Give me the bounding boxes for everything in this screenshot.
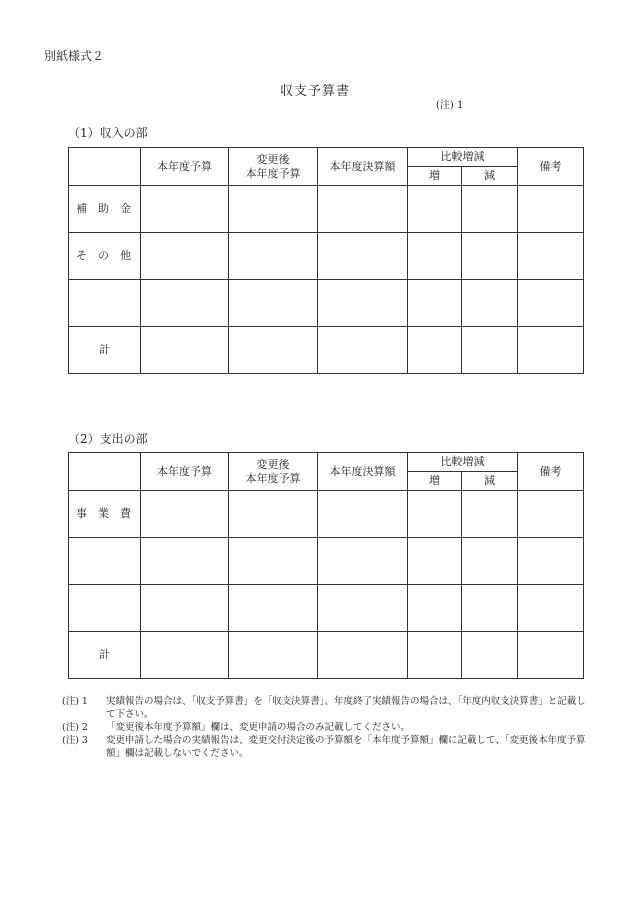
table-row xyxy=(69,491,584,538)
cell-input[interactable] xyxy=(462,327,518,374)
header-decrease: 減 xyxy=(462,472,518,491)
cell-input[interactable] xyxy=(408,233,462,280)
note-text: 実績報告の場合は、「収支予算書」を「収支決算書」、年度終了実績報告の場合は、「年度内収支決算書」と記載して下さい。 xyxy=(106,696,586,720)
row-label-blank[interactable] xyxy=(69,280,141,327)
header-budget: 本年度予算 xyxy=(141,148,229,186)
row-label-total: 計 xyxy=(69,327,141,374)
cell-input[interactable] xyxy=(318,233,408,280)
cell-input[interactable] xyxy=(462,280,518,327)
cell-input[interactable] xyxy=(229,538,318,585)
table-row xyxy=(69,585,584,632)
cell-input[interactable] xyxy=(141,491,229,538)
cell-input[interactable] xyxy=(408,491,462,538)
row-label-blank[interactable] xyxy=(69,585,141,632)
note-item xyxy=(62,721,592,734)
cell-input[interactable] xyxy=(408,280,462,327)
cell-input[interactable] xyxy=(141,233,229,280)
header-revised-line1: 変更後 xyxy=(256,457,290,471)
table-row xyxy=(69,538,584,585)
cell-input[interactable] xyxy=(318,280,408,327)
cell-input[interactable] xyxy=(318,585,408,632)
row-label-blank[interactable] xyxy=(69,538,141,585)
header-budget: 本年度予算 xyxy=(141,453,229,491)
cell-input[interactable] xyxy=(229,327,318,374)
cell-input[interactable] xyxy=(462,186,518,233)
header-increase: 増 xyxy=(408,167,462,186)
note-item xyxy=(62,695,592,721)
cell-input[interactable] xyxy=(408,538,462,585)
cell-input[interactable] xyxy=(408,632,462,679)
form-label: 別紙様式２ xyxy=(44,49,105,63)
cell-input[interactable] xyxy=(462,538,518,585)
cell-input[interactable] xyxy=(229,491,318,538)
cell-input[interactable] xyxy=(229,280,318,327)
cell-input[interactable] xyxy=(518,233,584,280)
header-settlement: 本年度決算額 xyxy=(318,148,408,186)
note-mark: (注) 2 xyxy=(62,722,88,733)
cell-input[interactable] xyxy=(462,233,518,280)
note-item xyxy=(62,734,592,760)
header-blank-cell xyxy=(69,148,141,186)
note-mark: (注) 3 xyxy=(62,735,88,746)
page-title: 収支予算書 xyxy=(279,84,350,99)
cell-input[interactable] xyxy=(229,186,318,233)
row-label-subsidy: 補 助 金 xyxy=(69,186,141,233)
cell-input[interactable] xyxy=(462,585,518,632)
notes xyxy=(62,695,592,760)
note-reference: (注) 1 xyxy=(436,100,464,111)
cell-input[interactable] xyxy=(141,632,229,679)
table-row xyxy=(69,186,584,233)
cell-input[interactable] xyxy=(408,186,462,233)
header-revised-line2: 本年度予算 xyxy=(245,166,301,180)
header-comparison: 比較増減 xyxy=(408,453,518,472)
cell-input[interactable] xyxy=(462,491,518,538)
cell-input[interactable] xyxy=(318,327,408,374)
header-comparison: 比較増減 xyxy=(408,148,518,167)
table-row-total xyxy=(69,632,584,679)
income-section-title: （1）収入の部 xyxy=(68,126,148,140)
note-text: 「変更後本年度予算額」欄は、変更申請の場合のみ記載してください。 xyxy=(106,722,411,733)
cell-input[interactable] xyxy=(229,233,318,280)
header-remarks: 備考 xyxy=(518,453,584,491)
expense-section-title: （2）支出の部 xyxy=(68,432,148,446)
cell-input[interactable] xyxy=(518,585,584,632)
cell-input[interactable] xyxy=(141,538,229,585)
header-revised-budget xyxy=(229,453,318,491)
note-text: 変更申請した場合の実績報告は、変更交付決定後の予算額を「本年度予算額」欄に記載して、「変更後本年度予算額」欄は記載しないでください。 xyxy=(106,735,586,759)
note-mark: (注) 1 xyxy=(62,696,88,707)
cell-input[interactable] xyxy=(518,280,584,327)
cell-input[interactable] xyxy=(518,632,584,679)
expense-table xyxy=(68,452,584,679)
cell-input[interactable] xyxy=(462,632,518,679)
cell-input[interactable] xyxy=(229,632,318,679)
cell-input[interactable] xyxy=(518,186,584,233)
header-revised-budget xyxy=(229,148,318,186)
cell-input[interactable] xyxy=(141,186,229,233)
cell-input[interactable] xyxy=(318,186,408,233)
cell-input[interactable] xyxy=(408,327,462,374)
cell-input[interactable] xyxy=(141,327,229,374)
cell-input[interactable] xyxy=(518,327,584,374)
cell-input[interactable] xyxy=(518,538,584,585)
header-revised-line1: 変更後 xyxy=(256,152,290,166)
income-table xyxy=(68,147,584,374)
cell-input[interactable] xyxy=(318,538,408,585)
header-settlement: 本年度決算額 xyxy=(318,453,408,491)
cell-input[interactable] xyxy=(141,585,229,632)
cell-input[interactable] xyxy=(318,491,408,538)
cell-input[interactable] xyxy=(408,585,462,632)
table-row xyxy=(69,233,584,280)
cell-input[interactable] xyxy=(229,585,318,632)
row-label-other: そ の 他 xyxy=(69,233,141,280)
header-increase: 増 xyxy=(408,472,462,491)
header-blank-cell xyxy=(69,453,141,491)
table-row-total xyxy=(69,327,584,374)
cell-input[interactable] xyxy=(141,280,229,327)
cell-input[interactable] xyxy=(318,632,408,679)
cell-input[interactable] xyxy=(518,491,584,538)
header-revised-line2: 本年度予算 xyxy=(245,471,301,485)
header-decrease: 減 xyxy=(462,167,518,186)
table-row xyxy=(69,280,584,327)
row-label-total: 計 xyxy=(69,632,141,679)
header-remarks: 備考 xyxy=(518,148,584,186)
row-label-project-cost: 事 業 費 xyxy=(69,491,141,538)
